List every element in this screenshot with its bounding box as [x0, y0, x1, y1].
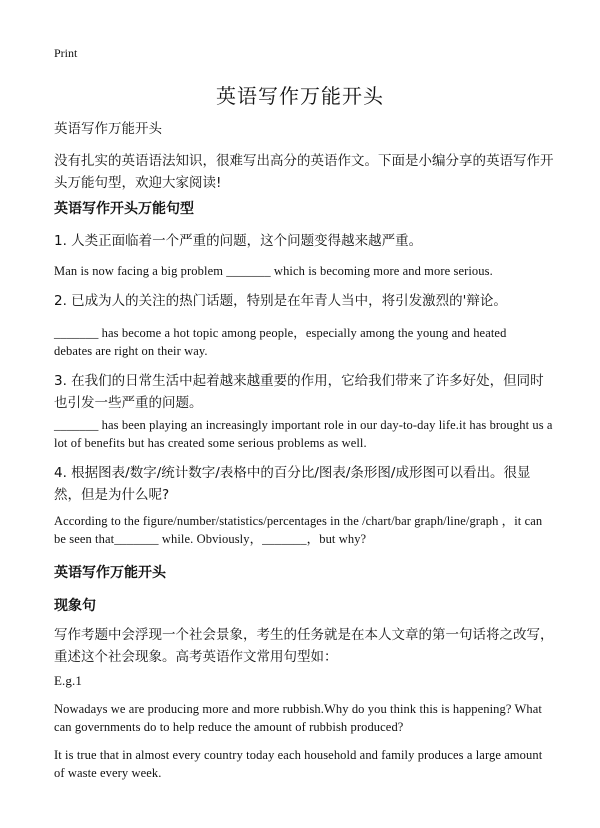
item-4-en: According to the figure/number/statistics/percentages in the /chart/bar graph/line/graph ，it can be seen that_______ while. Obviously，_______，but why? — [54, 514, 543, 546]
section-heading-templates: 英语写作开头万能句型 — [54, 201, 194, 217]
example-question: Nowadays we are producing more and more rubbish.Why do you think this is happening? What can governments do to help reduce the amount of rubbish produced? — [54, 702, 542, 734]
item-3-en: _______ has been playing an increasingly important role in our day-to-day life.it has brought us a lot of benefits but has created some serious problems as well. — [54, 418, 553, 450]
item-2-zh: 2. 已成为人的关注的热门话题，特别是在年青人当中，将引发激烈的'辩论。 — [54, 293, 507, 309]
section-heading-openings: 英语写作万能开头 — [54, 565, 166, 581]
subtitle: 英语写作万能开头 — [54, 121, 162, 137]
item-2-en: _______ has become a hot topic among people，especially among the young and heated debates are right on their way. — [54, 326, 507, 358]
item-3-zh: 3. 在我们的日常生活中起着越来越重要的作用，它给我们带来了许多好处，但同时也引发一些严重的问题。 — [54, 373, 544, 411]
item-4-zh: 4. 根据图表/数字/统计数字/表格中的百分比/图表/条形图/成形图可以看出。很显然，但是为什么呢? — [54, 465, 531, 503]
page-title: 英语写作万能开头 — [216, 84, 384, 108]
section-heading-phenomenon: 现象句 — [54, 598, 96, 614]
example-answer: It is true that in almost every country today each household and family produces a large amount of waste every week. — [54, 748, 543, 780]
phenomenon-paragraph: 写作考题中会浮现一个社会景象，考生的任务就是在本人文章的第一句话将之改写，重述这个社会现象。高考英语作文常用句型如： — [54, 627, 554, 665]
item-1-en: Man is now facing a big problem _______ which is becoming more and more serious. — [54, 264, 493, 278]
item-1-zh: 1. 人类正面临着一个严重的问题，这个问题变得越来越严重。 — [54, 233, 423, 249]
print-link[interactable]: Print — [54, 46, 78, 60]
example-label: E.g.1 — [54, 673, 82, 688]
intro-paragraph: 没有扎实的英语语法知识，很难写出高分的英语作文。下面是小编分享的英语写作开头万能句型，欢迎大家阅读! — [54, 153, 554, 191]
